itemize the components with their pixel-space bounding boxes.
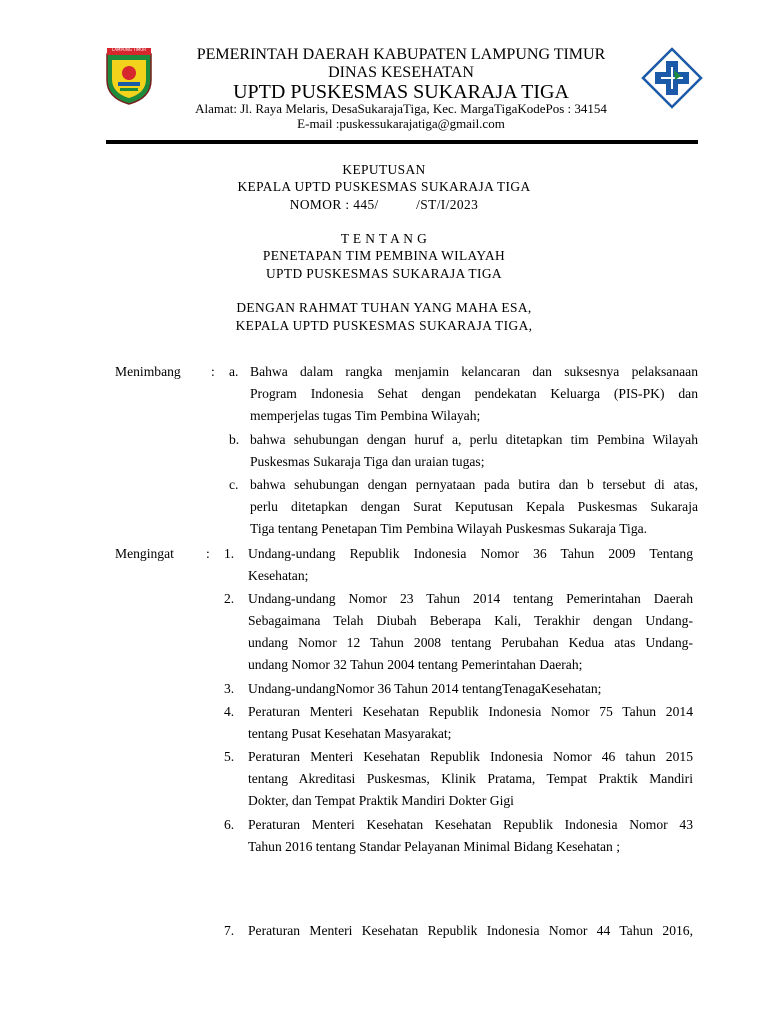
mengingat-marker-7: 7. — [224, 923, 235, 938]
invocation-line1: DENGAN RAHMAT TUHAN YANG MAHA ESA, — [236, 300, 532, 315]
mengingat-item-4 — [248, 701, 693, 745]
text-line: Kesehatan; — [248, 568, 309, 583]
mengingat-marker-1: 1. — [224, 546, 235, 561]
menimbang-item-c — [250, 474, 698, 540]
mengingat-item-3 — [248, 678, 693, 700]
letterhead-institution: UPTD PUSKESMAS SUKARAJA TIGA — [233, 81, 569, 103]
text-line: Puskesmas Sukaraja Tiga dan uraian tugas; — [250, 454, 485, 469]
decree-heading: KEPUTUSAN — [342, 162, 426, 177]
letterhead-divider — [106, 140, 698, 144]
mengingat-item-2 — [248, 588, 693, 676]
text-line: bahwa sehubungan dengan huruf a, perlu ditetapkan tim Pembina Wilayah — [250, 432, 698, 447]
menimbang-marker-b: b. — [229, 432, 240, 447]
text-line: Peraturan Menteri Kesehatan Republik Indonesia Nomor 75 Tahun 2014 — [248, 704, 693, 719]
letterhead-address: Alamat: Jl. Raya Melaris, DesaSukarajaTiga, Kec. MargaTigaKodePos : 34154 — [195, 101, 607, 116]
menimbang-marker-a: a. — [229, 364, 239, 379]
text-line: Tiga tentang Penetapan Tim Pembina Wilayah Puskesmas Sukaraja Tiga. — [250, 521, 648, 536]
text-line: undang Nomor 32 Tahun 2004 tentang Pemerintahan Daerah; — [248, 657, 583, 672]
mengingat-marker-5: 5. — [224, 749, 235, 764]
text-line: tentang Akreditasi Puskesmas, Klinik Pratama, Tempat Praktik Mandiri — [248, 771, 693, 786]
text-line: Undang-undangNomor 36 Tahun 2014 tentangTenagaKesehatan; — [248, 681, 602, 696]
menimbang-label: Menimbang — [115, 364, 181, 379]
text-line: Undang-undang Republik Indonesia Nomor 36 Tahun 2009 Tentang — [248, 546, 693, 561]
text-line: Peraturan Menteri Kesehatan Republik Indonesia Nomor 46 tahun 2015 — [248, 749, 693, 764]
mengingat-item-1 — [248, 543, 693, 587]
text-line: Dokter, dan Tempat Praktik Mandiri Dokter Gigi — [248, 793, 514, 808]
text-line: Bahwa dalam rangka menjamin kelancaran dan suksesnya pelaksanaan — [250, 364, 698, 379]
mengingat-marker-2: 2. — [224, 591, 235, 606]
text-line: Tahun 2016 tentang Standar Pelayanan Minimal Bidang Kesehatan ; — [248, 839, 621, 854]
text-line: Peraturan Menteri Kesehatan Kesehatan Republik Indonesia Nomor 43 — [248, 817, 693, 832]
menimbang-marker-c: c. — [229, 477, 239, 492]
mengingat-label: Mengingat — [115, 546, 174, 561]
crest-banner-text: LAMPUNG TIMUR — [112, 47, 146, 52]
mengingat-marker-3: 3. — [224, 681, 235, 696]
text-line: perlu ditetapkan dengan Surat Keputusan Kepala Puskesmas Sukaraja — [250, 499, 698, 514]
text-line: tentang Pusat Kesehatan Masyarakat; — [248, 726, 452, 741]
mengingat-marker-4: 4. — [224, 704, 235, 719]
menimbang-item-a — [250, 361, 698, 427]
text-line: bahwa sehubungan dengan pernyataan pada butira dan b tersebut di atas, — [250, 477, 698, 492]
menimbang-colon: : — [211, 364, 215, 379]
decree-subject-line2: UPTD PUSKESMAS SUKARAJA TIGA — [265, 266, 503, 281]
text-line: memperjelas tugas Tim Pembina Wilayah; — [250, 408, 481, 423]
letterhead-email: E-mail :puskessukarajatiga@gmail.com — [297, 116, 505, 131]
letterhead-department: DINAS KESEHATAN — [328, 64, 474, 81]
mengingat-item-6 — [248, 814, 693, 858]
decree-about-label: T E N T A N G — [340, 231, 428, 246]
mengingat-colon: : — [206, 546, 210, 561]
decree-issuer: KEPALA UPTD PUSKESMAS SUKARAJA TIGA — [237, 179, 531, 194]
text-line: Program Indonesia Sehat dengan pendekatan Keluarga (PIS-PK) dan — [250, 386, 698, 401]
text-line: Peraturan Menteri Kesehatan Republik Indonesia Nomor 44 Tahun 2016, — [248, 923, 693, 938]
decree-subject-line1: PENETAPAN TIM PEMBINA WILAYAH — [262, 248, 506, 263]
mengingat-item-5 — [248, 746, 693, 812]
menimbang-item-b — [250, 429, 698, 473]
text-line: Undang-undang Nomor 23 Tahun 2014 tentang Pemerintahan Daerah — [248, 591, 693, 606]
mengingat-marker-6: 6. — [224, 817, 235, 832]
invocation-line2: KEPALA UPTD PUSKESMAS SUKARAJA TIGA, — [235, 318, 533, 333]
decree-number: NOMOR : 445/ /ST/I/2023 — [289, 197, 479, 212]
mengingat-item-7 — [248, 920, 693, 942]
text-line: undang Nomor 12 Tahun 2008 tentang Perubahan Kedua atas Undang- — [248, 635, 693, 650]
letterhead-government: PEMERINTAH DAERAH KABUPATEN LAMPUNG TIMUR — [196, 46, 606, 63]
text-line: Sebagaimana Telah Diubah Beberapa Kali, Terakhir dengan Undang- — [248, 613, 693, 628]
